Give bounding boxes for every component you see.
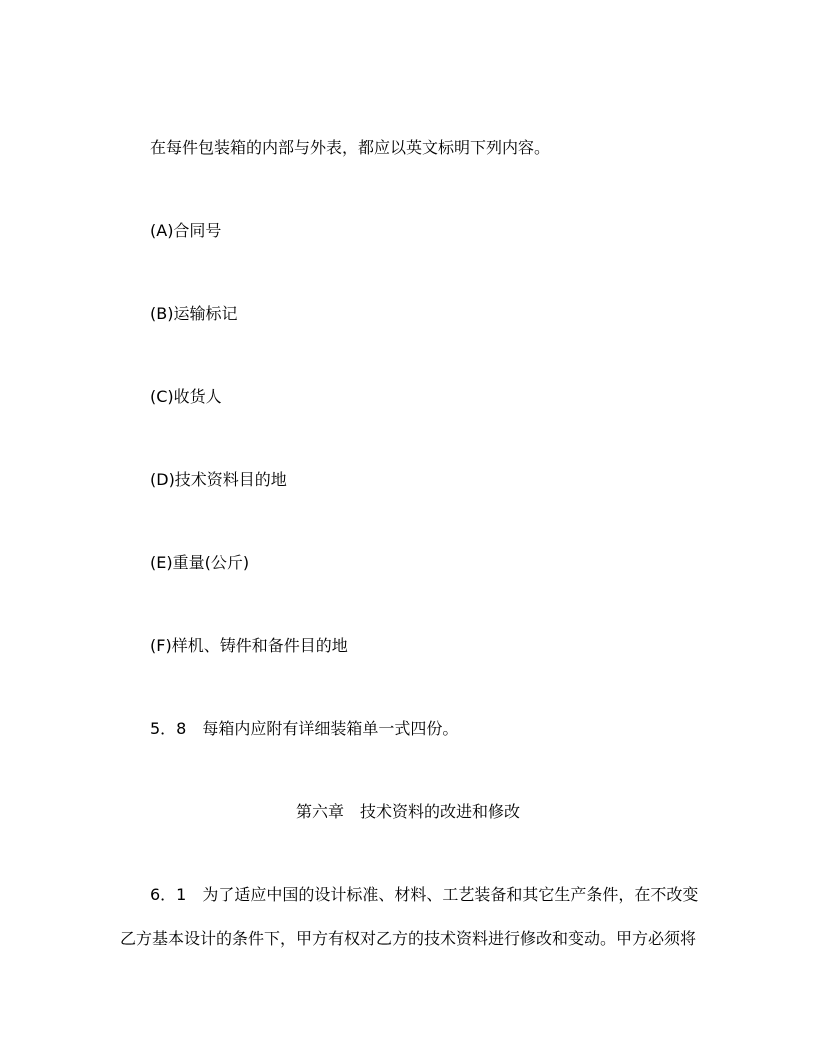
list-item-destination: (D)技术资料目的地 bbox=[150, 470, 287, 489]
list-item-consignee: (C)收货人 bbox=[150, 387, 222, 406]
list-item-samples-destination: (F)样机、铸件和备件目的地 bbox=[150, 636, 348, 655]
list-item-contract-number: (A)合同号 bbox=[150, 221, 222, 240]
clause-5-8: 5．8 每箱内应附有详细装箱单一式四份。 bbox=[150, 719, 459, 738]
list-item-shipping-mark: (B)运输标记 bbox=[150, 304, 238, 323]
intro-paragraph: 在每件包装箱的内部与外表，都应以英文标明下列内容。 bbox=[150, 138, 551, 157]
clause-6-1-line-2: 乙方基本设计的条件下，甲方有权对乙方的技术资料进行修改和变动。甲方必须将 bbox=[120, 929, 697, 948]
clause-6-1-line-1: 6．1 为了适应中国的设计标准、材料、工艺装备和其它生产条件，在不改变 bbox=[150, 885, 699, 904]
list-item-weight: (E)重量(公斤) bbox=[150, 553, 250, 572]
chapter-title: 第六章 技术资料的改进和修改 bbox=[295, 802, 520, 821]
